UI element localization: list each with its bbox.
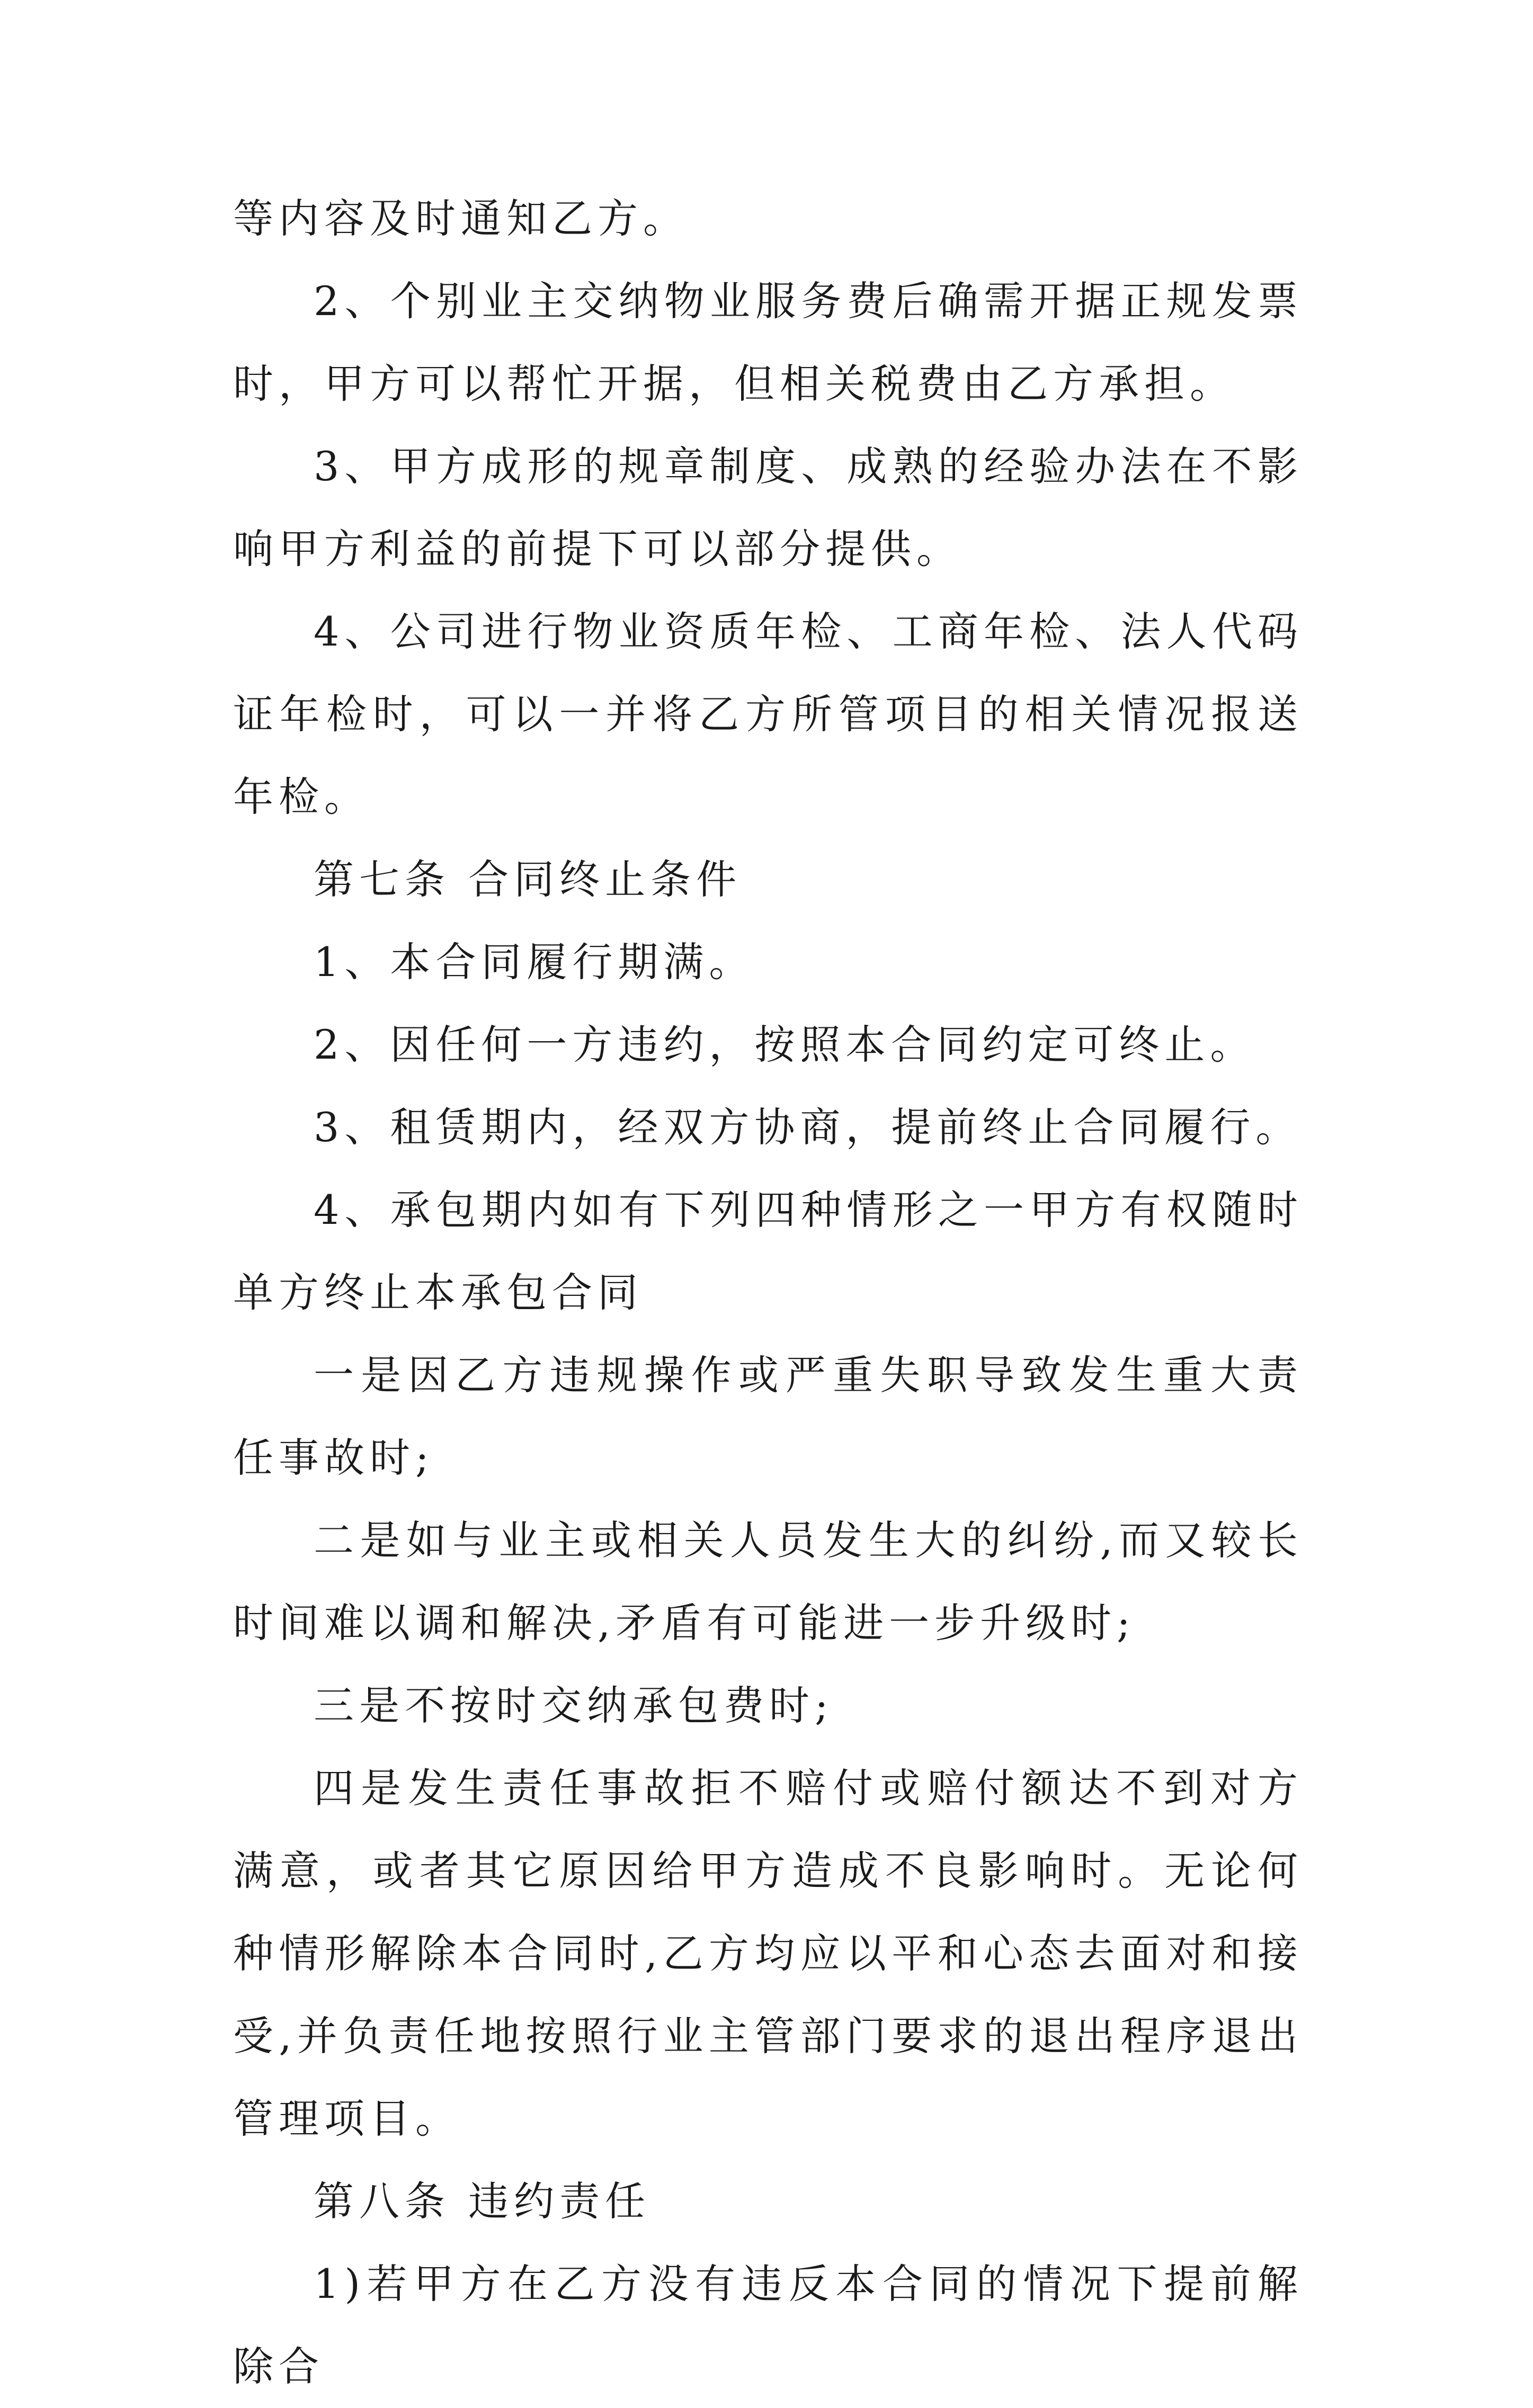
paragraph-continuation: 等内容及时通知乙方。: [233, 195, 689, 242]
paragraph-breach-1: 1)若甲方在乙方没有违反本合同的情况下提前解除合: [233, 2260, 1303, 2390]
paragraph-item-4-annual-inspection: 4、公司进行物业资质年检、工商年检、法人代码证年检时，可以一并将乙方所管项目的相关情况报送年检。: [233, 608, 1303, 820]
paragraph-termination-1: 1、本合同履行期满。: [314, 938, 755, 986]
paragraph-item-2-invoice: 2、个别业主交纳物业服务费后确需开据正规发票时，甲方可以帮忙开据，但相关税费由乙方承担。: [233, 277, 1303, 407]
document-body: [233, 177, 1303, 2408]
section-heading-article-7: 第七条 合同终止条件: [314, 856, 742, 903]
paragraph-case-3: 三是不按时交纳承包费时;: [314, 1682, 834, 1729]
section-heading-article-8: 第八条 违约责任: [314, 2178, 651, 2225]
paragraph-termination-4: 4、承包期内如有下列四种情形之一甲方有权随时单方终止本承包合同: [233, 1186, 1303, 1316]
paragraph-case-4: 四是发生责任事故拒不赔付或赔付额达不到对方满意，或者其它原因给甲方造成不良影响时。无论何种情形解除本合同时,乙方均应以平和心态去面对和接受,并负责任地按照行业主管部门要求的退出程序退出管理项目。: [233, 1765, 1303, 2142]
paragraph-case-2: 二是如与业主或相关人员发生大的纠纷,而又较长时间难以调和解决,矛盾有可能进一步升级时;: [233, 1517, 1303, 1646]
paragraph-item-3-rules: 3、甲方成形的规章制度、成熟的经验办法在不影响甲方利益的前提下可以部分提供。: [233, 443, 1303, 572]
paragraph-case-1: 一是因乙方违规操作或严重失职导致发生重大责任事故时;: [233, 1351, 1303, 1481]
paragraph-termination-3: 3、租赁期内，经双方协商，提前终止合同履行。: [314, 1104, 1302, 1151]
paragraph-termination-2: 2、因任何一方违约，按照本合同约定可终止。: [314, 1021, 1256, 1068]
